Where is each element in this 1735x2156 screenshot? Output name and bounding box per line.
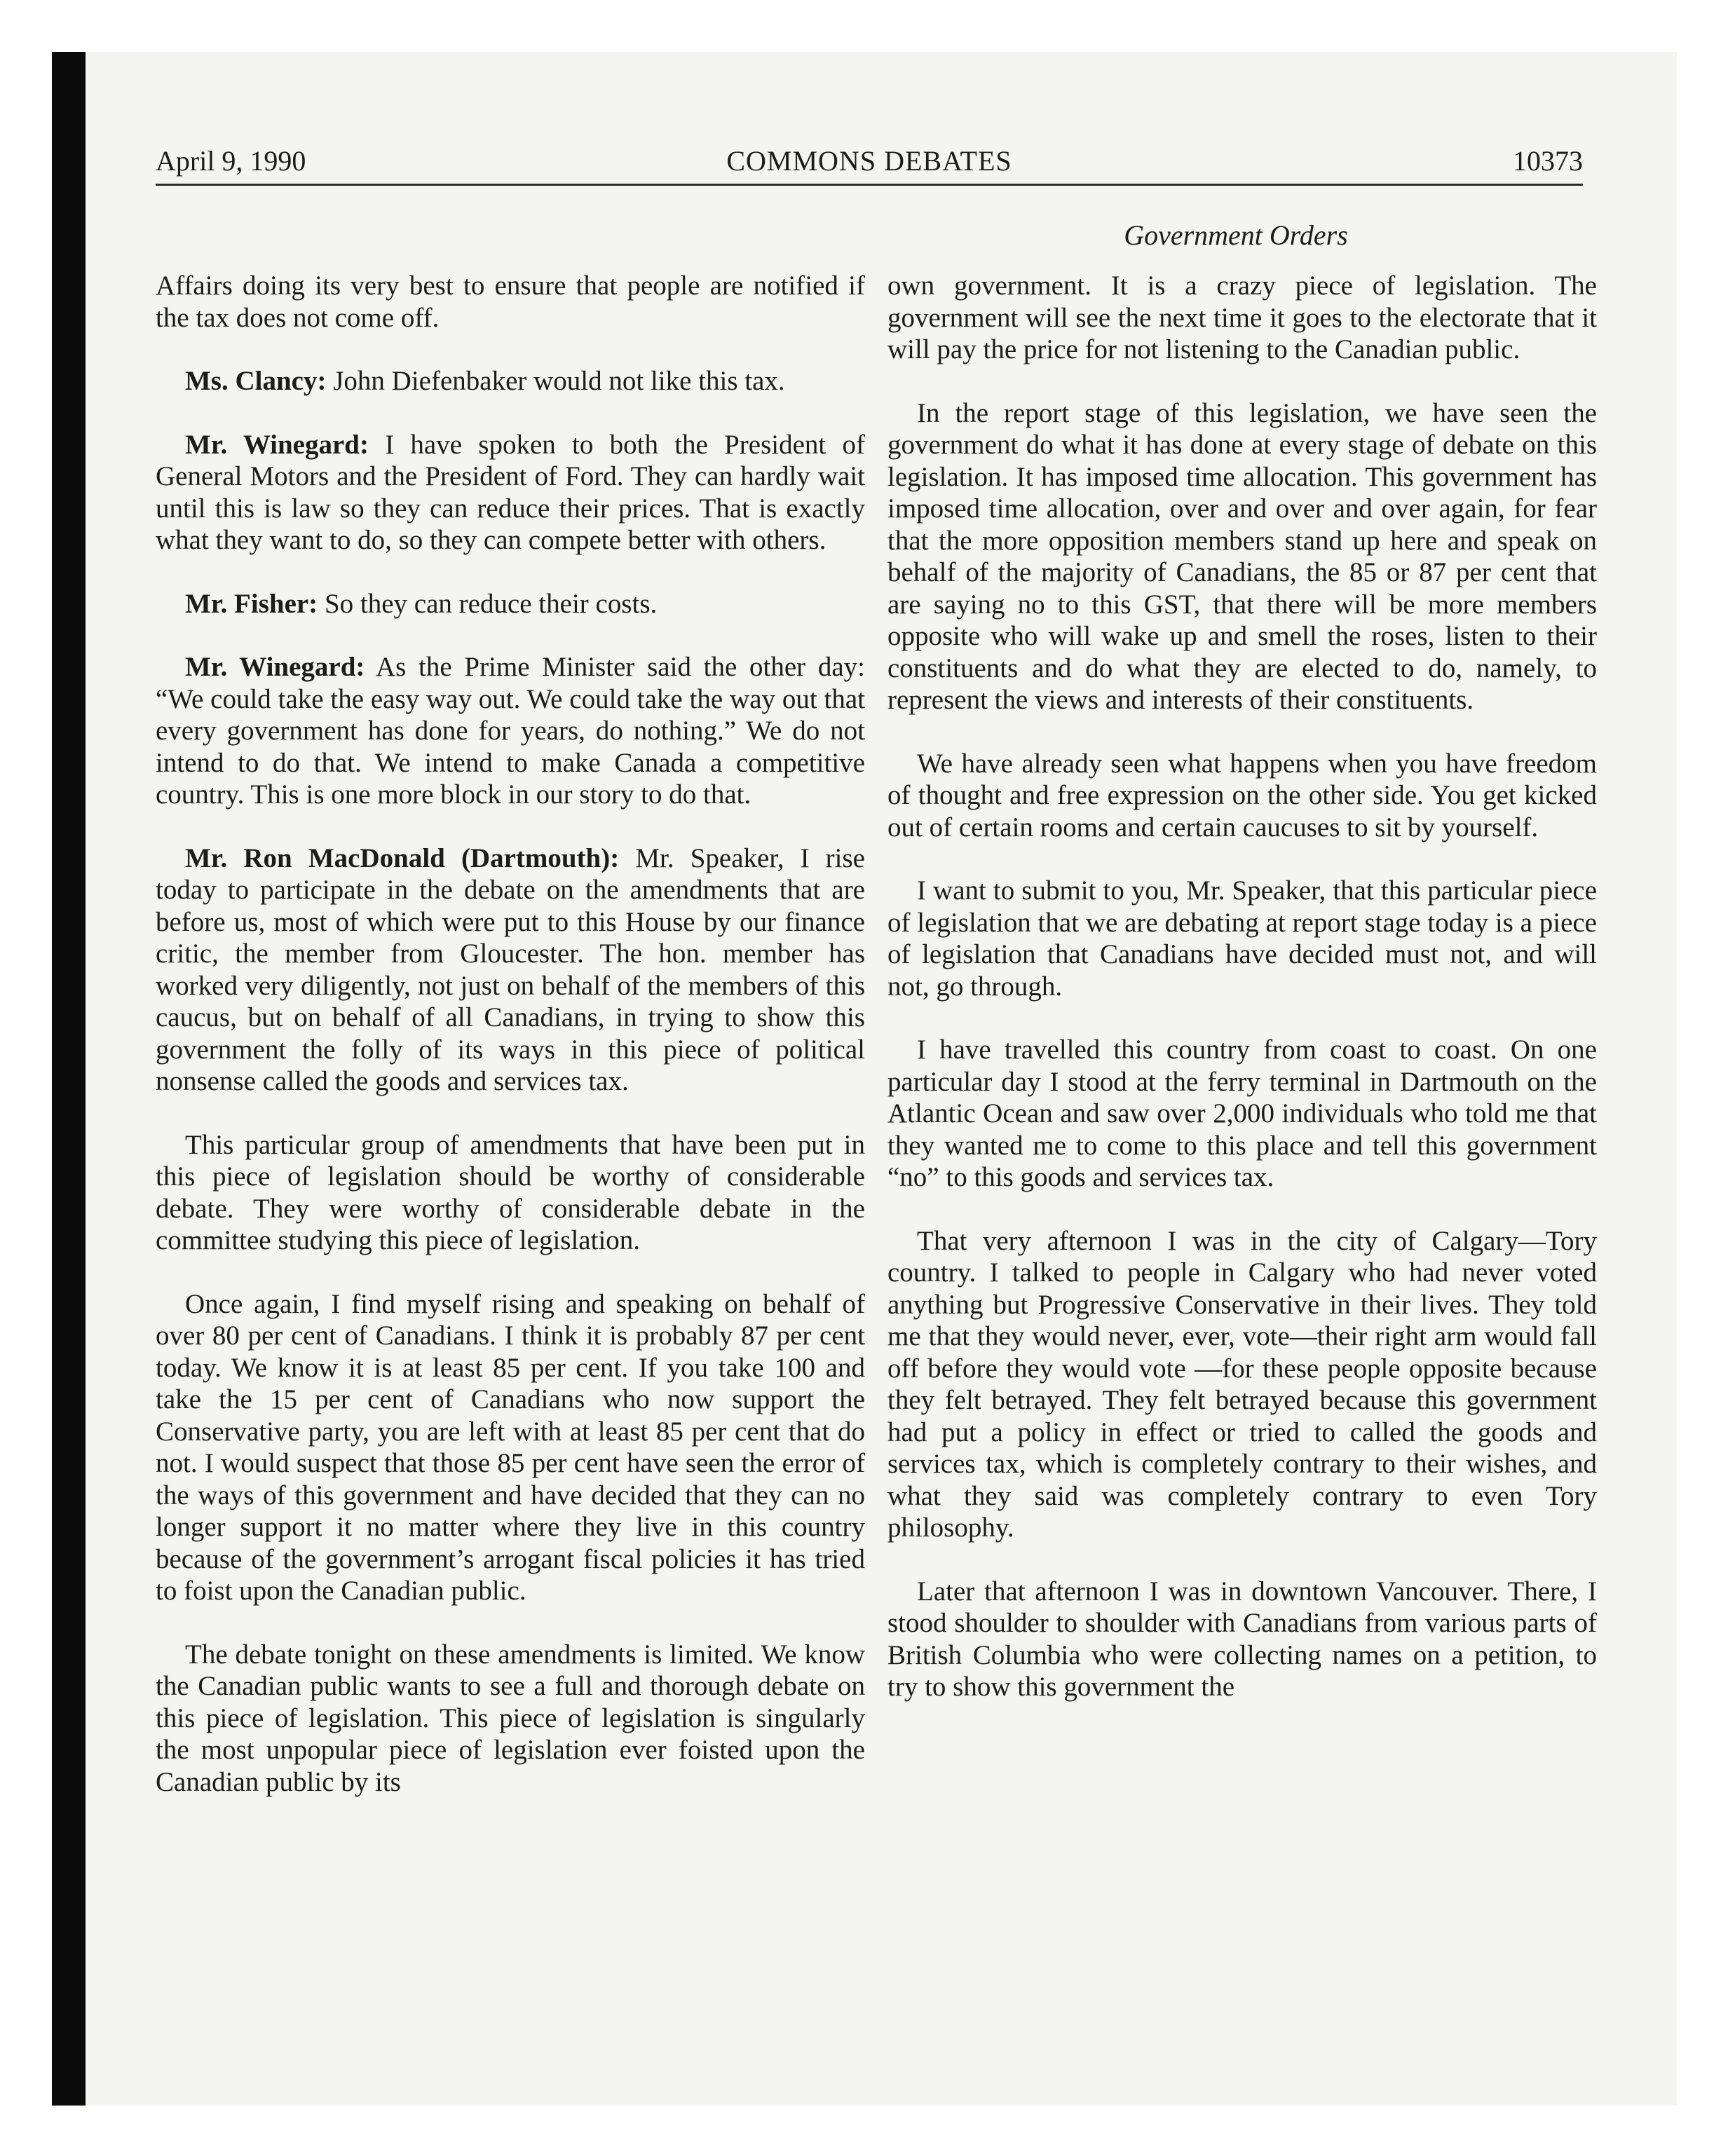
page-header	[156, 140, 1583, 186]
paragraph: I want to submit to you, Mr. Speaker, that this particular piece of legislation that we are debating at report stage today is a piece of legislation that Canadians have decided must not, and will not, go through.	[887, 875, 1597, 1002]
paragraph: We have already seen what happens when you have freedom of thought and free expression on the other side. You get kicked out of certain rooms and certain caucuses to sit by yourself.	[887, 748, 1597, 842]
speech-text: So they can reduce their costs.	[318, 588, 658, 619]
paragraph: That very afternoon I was in the city of Calgary—Tory country. I talked to people in Calgary who had never voted anything but Progressive Conservative in their lives. They told me that they would never, ever, vote—their right arm would fall off before they would vote —for these people opposite because they felt betrayed. They felt betrayed because this government had put a policy in effect or tried to called the goods and services tax, which is completely contrary to their wishes, and what they said was completely contrary to even Tory philosophy.	[887, 1225, 1597, 1543]
scan-border	[52, 52, 86, 2106]
speech-text: I have spoken to both the President of General Motors and the President of Ford. They can hardly wait until this is law so they can reduce their prices. That is exactly what they want to do, so they can compete better with others.	[156, 429, 865, 555]
header-page-number: 10373	[1513, 145, 1583, 177]
paragraph: own government. It is a crazy piece of legislation. The government will see the next time it goes to the electorate that it will pay the price for not listening to the Canadian public.	[887, 271, 1597, 364]
paragraph: The debate tonight on these amendments is limited. We know the Canadian public wants to see a full and thorough debate on this piece of legislation. This piece of legislation is singularly the most unpopular piece of legislation ever foisted upon the Canadian public by its	[156, 1639, 865, 1797]
speech-paragraph	[156, 842, 865, 1098]
speaker-name: Mr. Winegard:	[185, 652, 365, 682]
speech-paragraph	[156, 365, 865, 397]
speaker-name: Ms. Clancy:	[185, 366, 327, 396]
paragraph: Once again, I find myself rising and speaking on behalf of over 80 per cent of Canadians. I think it is probably 87 per cent today. We know it is at least 85 per cent. If you take 100 and take the 15 per cent of Canadians who now support the Conservative party, you are left with at least 85 per cent that do not. I would suspect that those 85 per cent have seen the error of the ways of this government and have decided that they can no longer support it no matter where they live in this country because of the government’s arrogant fiscal policies it has tried to foist upon the Canadian public.	[156, 1288, 865, 1606]
speaker-name: Mr. Ron MacDonald (Dartmouth):	[185, 842, 620, 873]
header-date: April 9, 1990	[156, 145, 306, 177]
paragraph: Affairs doing its very best to ensure that people are notified if the tax does not come off.	[156, 271, 865, 333]
header-title: COMMONS DEBATES	[726, 145, 1012, 177]
speech-paragraph	[156, 651, 865, 811]
speech-text: As the Prime Minister said the other day: “We could take the easy way out. We could take the way out that every government has done for years, do nothing.” We do not intend to do that. We intend to make Canada a competitive country. This is one more block in our story to do that.	[156, 652, 865, 810]
speech-paragraph	[156, 429, 865, 557]
left-column	[156, 270, 865, 1829]
paragraph: Later that afternoon I was in downtown Vancouver. There, I stood shoulder to shoulder with Canadians from various parts of British Columbia who were collecting names on a petition, to try to show this government the	[887, 1576, 1597, 1702]
paragraph: In the report stage of this legislation, we have seen the government do what it has done at every stage of debate on this legislation. It has imposed time allocation. This government has imposed time allocation, over and over and over again, for fear that the more opposition members stand up here and speak on behalf of the majority of Canadians, the 85 or 87 per cent that are saying no to this GST, that there will be more members opposite who will wake up and smell the roses, listen to their constituents and do what they are elected to do, namely, to represent the views and interests of their constituents.	[887, 397, 1597, 715]
speaker-name: Mr. Winegard:	[185, 429, 369, 460]
right-column	[887, 270, 1597, 1735]
speech-paragraph	[156, 588, 865, 620]
section-label: Government Orders	[1124, 219, 1348, 251]
speech-text: John Diefenbaker would not like this tax.	[326, 366, 785, 396]
speech-text: Mr. Speaker, I rise today to participate in the debate on the amendments that are before us, most of which were put to this House by our finance critic, the member from Gloucester. The hon. member has worked very diligently, not just on behalf of the members of this caucus, but on behalf of all Canadians, in trying to show this government the folly of its ways in this piece of political nonsense called the goods and services tax.	[156, 842, 865, 1096]
paragraph: I have travelled this country from coast to coast. On one particular day I stood at the ferry terminal in Dartmouth on the Atlantic Ocean and saw over 2,000 individuals who told me that they wanted me to come to this place and tell this government “no” to this goods and services tax.	[887, 1035, 1597, 1192]
paragraph: This particular group of amendments that have been put in this piece of legislation should be worthy of considerable debate. They were worthy of considerable debate in the committee studying this piece of legislation.	[156, 1129, 865, 1255]
speaker-name: Mr. Fisher:	[185, 588, 318, 619]
